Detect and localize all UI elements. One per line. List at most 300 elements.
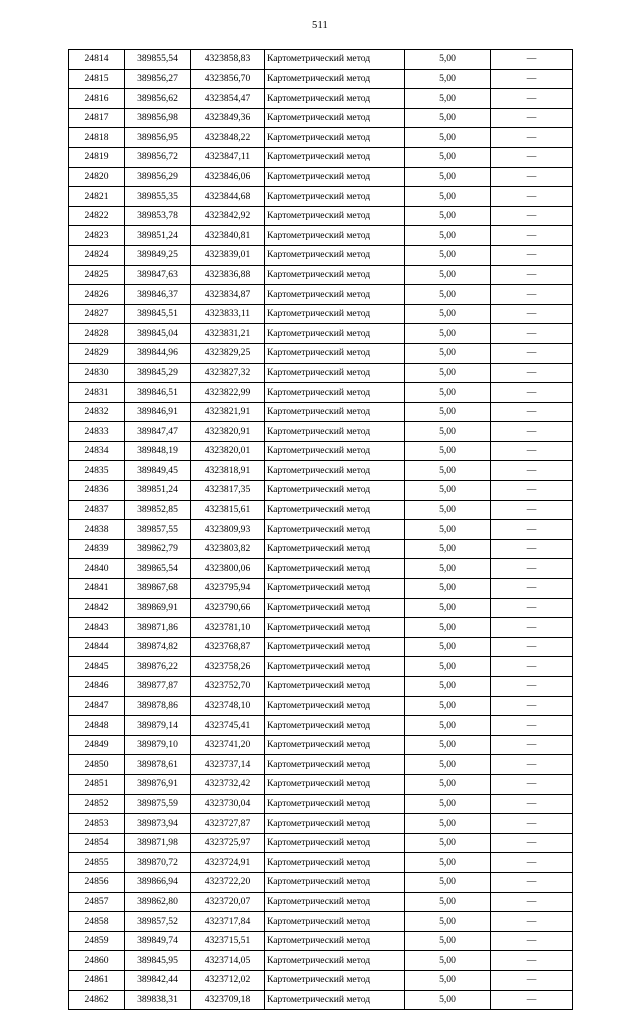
determination-method: Картометрический метод <box>265 383 405 403</box>
determination-method: Картометрический метод <box>265 990 405 1010</box>
coordinate-x: 389856,72 <box>125 147 191 167</box>
coordinate-x: 389856,29 <box>125 167 191 187</box>
coordinate-y: 4323768,87 <box>191 637 265 657</box>
point-number: 24854 <box>69 833 125 853</box>
coordinate-x: 389845,51 <box>125 304 191 324</box>
coordinate-y: 4323748,10 <box>191 696 265 716</box>
determination-method: Картометрический метод <box>265 814 405 834</box>
coordinate-y: 4323717,84 <box>191 912 265 932</box>
point-number: 24835 <box>69 461 125 481</box>
determination-method: Картометрический метод <box>265 108 405 128</box>
coordinate-x: 389846,51 <box>125 383 191 403</box>
note-value: — <box>491 265 573 285</box>
point-number: 24853 <box>69 814 125 834</box>
determination-method: Картометрический метод <box>265 696 405 716</box>
table-row <box>69 265 573 285</box>
point-number: 24818 <box>69 128 125 148</box>
determination-method: Картометрический метод <box>265 970 405 990</box>
accuracy-value: 5,00 <box>405 618 491 638</box>
determination-method: Картометрический метод <box>265 677 405 697</box>
point-number: 24843 <box>69 618 125 638</box>
accuracy-value: 5,00 <box>405 500 491 520</box>
coordinate-x: 389847,47 <box>125 422 191 442</box>
accuracy-value: 5,00 <box>405 167 491 187</box>
coordinate-y: 4323752,70 <box>191 677 265 697</box>
coordinate-x: 389871,98 <box>125 833 191 853</box>
table-row <box>69 814 573 834</box>
determination-method: Картометрический метод <box>265 774 405 794</box>
determination-method: Картометрический метод <box>265 461 405 481</box>
point-number: 24828 <box>69 324 125 344</box>
table-row <box>69 304 573 324</box>
coordinate-x: 389862,80 <box>125 892 191 912</box>
coordinate-y: 4323834,87 <box>191 285 265 305</box>
determination-method: Картометрический метод <box>265 912 405 932</box>
coordinate-y: 4323849,36 <box>191 108 265 128</box>
table-row <box>69 245 573 265</box>
coordinate-x: 389856,98 <box>125 108 191 128</box>
determination-method: Картометрический метод <box>265 755 405 775</box>
note-value: — <box>491 226 573 246</box>
accuracy-value: 5,00 <box>405 912 491 932</box>
note-value: — <box>491 677 573 697</box>
accuracy-value: 5,00 <box>405 461 491 481</box>
point-number: 24850 <box>69 755 125 775</box>
point-number: 24839 <box>69 539 125 559</box>
note-value: — <box>491 304 573 324</box>
coordinate-y: 4323800,06 <box>191 559 265 579</box>
note-value: — <box>491 383 573 403</box>
coordinate-y: 4323803,82 <box>191 539 265 559</box>
coordinate-y: 4323827,32 <box>191 363 265 383</box>
table-row <box>69 108 573 128</box>
coordinate-y: 4323842,92 <box>191 206 265 226</box>
point-number: 24823 <box>69 226 125 246</box>
coordinate-x: 389875,59 <box>125 794 191 814</box>
point-number: 24817 <box>69 108 125 128</box>
note-value: — <box>491 285 573 305</box>
coordinate-x: 389855,54 <box>125 50 191 70</box>
accuracy-value: 5,00 <box>405 422 491 442</box>
determination-method: Картометрический метод <box>265 128 405 148</box>
note-value: — <box>491 441 573 461</box>
note-value: — <box>491 206 573 226</box>
note-value: — <box>491 637 573 657</box>
accuracy-value: 5,00 <box>405 990 491 1010</box>
accuracy-value: 5,00 <box>405 265 491 285</box>
coordinate-x: 389855,35 <box>125 187 191 207</box>
note-value: — <box>491 559 573 579</box>
table-row <box>69 735 573 755</box>
point-number: 24856 <box>69 872 125 892</box>
coordinate-x: 389873,94 <box>125 814 191 834</box>
point-number: 24836 <box>69 481 125 501</box>
coordinate-y: 4323715,51 <box>191 931 265 951</box>
point-number: 24838 <box>69 520 125 540</box>
determination-method: Картометрический метод <box>265 89 405 109</box>
note-value: — <box>491 461 573 481</box>
coordinate-y: 4323737,14 <box>191 755 265 775</box>
coordinate-x: 389876,91 <box>125 774 191 794</box>
determination-method: Картометрический метод <box>265 402 405 422</box>
note-value: — <box>491 343 573 363</box>
determination-method: Картометрический метод <box>265 187 405 207</box>
table-row <box>69 539 573 559</box>
point-number: 24852 <box>69 794 125 814</box>
coordinate-y: 4323712,02 <box>191 970 265 990</box>
note-value: — <box>491 872 573 892</box>
coordinate-y: 4323846,06 <box>191 167 265 187</box>
determination-method: Картометрический метод <box>265 50 405 70</box>
point-number: 24832 <box>69 402 125 422</box>
table-row <box>69 226 573 246</box>
point-number: 24845 <box>69 657 125 677</box>
table-row <box>69 285 573 305</box>
determination-method: Картометрический метод <box>265 206 405 226</box>
note-value: — <box>491 422 573 442</box>
coordinate-y: 4323854,47 <box>191 89 265 109</box>
point-number: 24842 <box>69 598 125 618</box>
coordinate-x: 389848,19 <box>125 441 191 461</box>
determination-method: Картометрический метод <box>265 794 405 814</box>
determination-method: Картометрический метод <box>265 520 405 540</box>
determination-method: Картометрический метод <box>265 657 405 677</box>
point-number: 24855 <box>69 853 125 873</box>
determination-method: Картометрический метод <box>265 872 405 892</box>
point-number: 24825 <box>69 265 125 285</box>
accuracy-value: 5,00 <box>405 481 491 501</box>
coordinate-y: 4323815,61 <box>191 500 265 520</box>
page-number: 511 <box>312 20 328 31</box>
coordinate-x: 389869,91 <box>125 598 191 618</box>
coordinate-y: 4323844,68 <box>191 187 265 207</box>
note-value: — <box>491 951 573 971</box>
point-number: 24861 <box>69 970 125 990</box>
accuracy-value: 5,00 <box>405 794 491 814</box>
coordinate-x: 389851,24 <box>125 226 191 246</box>
determination-method: Картометрический метод <box>265 833 405 853</box>
accuracy-value: 5,00 <box>405 69 491 89</box>
note-value: — <box>491 245 573 265</box>
accuracy-value: 5,00 <box>405 637 491 657</box>
note-value: — <box>491 579 573 599</box>
table-row <box>69 128 573 148</box>
table-row <box>69 500 573 520</box>
determination-method: Картометрический метод <box>265 559 405 579</box>
accuracy-value: 5,00 <box>405 363 491 383</box>
coordinate-x: 389878,86 <box>125 696 191 716</box>
note-value: — <box>491 50 573 70</box>
note-value: — <box>491 912 573 932</box>
note-value: — <box>491 324 573 344</box>
accuracy-value: 5,00 <box>405 441 491 461</box>
note-value: — <box>491 853 573 873</box>
coordinate-y: 4323730,04 <box>191 794 265 814</box>
coordinate-x: 389846,91 <box>125 402 191 422</box>
note-value: — <box>491 755 573 775</box>
coordinate-y: 4323833,11 <box>191 304 265 324</box>
coordinate-x: 389878,61 <box>125 755 191 775</box>
accuracy-value: 5,00 <box>405 970 491 990</box>
coordinate-x: 389847,63 <box>125 265 191 285</box>
coordinate-y: 4323809,93 <box>191 520 265 540</box>
table-row <box>69 637 573 657</box>
coordinate-x: 389856,27 <box>125 69 191 89</box>
coordinate-x: 389874,82 <box>125 637 191 657</box>
point-number: 24851 <box>69 774 125 794</box>
coordinate-x: 389845,29 <box>125 363 191 383</box>
point-number: 24857 <box>69 892 125 912</box>
point-number: 24833 <box>69 422 125 442</box>
accuracy-value: 5,00 <box>405 814 491 834</box>
table-row <box>69 755 573 775</box>
table-row <box>69 402 573 422</box>
note-value: — <box>491 814 573 834</box>
determination-method: Картометрический метод <box>265 265 405 285</box>
determination-method: Картометрический метод <box>265 735 405 755</box>
coordinate-x: 389851,24 <box>125 481 191 501</box>
accuracy-value: 5,00 <box>405 324 491 344</box>
table-row <box>69 69 573 89</box>
coordinate-x: 389870,72 <box>125 853 191 873</box>
point-number: 24829 <box>69 343 125 363</box>
coordinate-y: 4323709,18 <box>191 990 265 1010</box>
accuracy-value: 5,00 <box>405 579 491 599</box>
coordinate-x: 389877,87 <box>125 677 191 697</box>
table-row <box>69 657 573 677</box>
table-row <box>69 50 573 70</box>
note-value: — <box>491 931 573 951</box>
point-number: 24824 <box>69 245 125 265</box>
table-row <box>69 598 573 618</box>
point-number: 24815 <box>69 69 125 89</box>
accuracy-value: 5,00 <box>405 285 491 305</box>
point-number: 24840 <box>69 559 125 579</box>
determination-method: Картометрический метод <box>265 716 405 736</box>
coordinate-x: 389857,55 <box>125 520 191 540</box>
note-value: — <box>491 774 573 794</box>
table-row <box>69 422 573 442</box>
accuracy-value: 5,00 <box>405 226 491 246</box>
determination-method: Картометрический метод <box>265 226 405 246</box>
coordinate-x: 389838,31 <box>125 990 191 1010</box>
accuracy-value: 5,00 <box>405 539 491 559</box>
accuracy-value: 5,00 <box>405 89 491 109</box>
coordinate-x: 389856,62 <box>125 89 191 109</box>
table-container <box>0 49 640 1010</box>
table-row <box>69 677 573 697</box>
determination-method: Картометрический метод <box>265 304 405 324</box>
coordinate-y: 4323822,99 <box>191 383 265 403</box>
point-number: 24860 <box>69 951 125 971</box>
note-value: — <box>491 187 573 207</box>
point-number: 24862 <box>69 990 125 1010</box>
note-value: — <box>491 598 573 618</box>
determination-method: Картометрический метод <box>265 324 405 344</box>
coordinate-x: 389867,68 <box>125 579 191 599</box>
point-number: 24822 <box>69 206 125 226</box>
accuracy-value: 5,00 <box>405 383 491 403</box>
table-row <box>69 167 573 187</box>
table-row <box>69 147 573 167</box>
table-row <box>69 774 573 794</box>
point-number: 24841 <box>69 579 125 599</box>
table-row <box>69 990 573 1010</box>
point-number: 24858 <box>69 912 125 932</box>
determination-method: Картометрический метод <box>265 618 405 638</box>
determination-method: Картометрический метод <box>265 363 405 383</box>
note-value: — <box>491 657 573 677</box>
note-value: — <box>491 128 573 148</box>
note-value: — <box>491 735 573 755</box>
point-number: 24816 <box>69 89 125 109</box>
table-row <box>69 206 573 226</box>
coordinate-x: 389844,96 <box>125 343 191 363</box>
determination-method: Картометрический метод <box>265 167 405 187</box>
accuracy-value: 5,00 <box>405 853 491 873</box>
determination-method: Картометрический метод <box>265 441 405 461</box>
coordinate-x: 389871,86 <box>125 618 191 638</box>
coordinate-x: 389856,95 <box>125 128 191 148</box>
table-row <box>69 441 573 461</box>
coordinate-x: 389852,85 <box>125 500 191 520</box>
point-number: 24827 <box>69 304 125 324</box>
coordinate-x: 389866,94 <box>125 872 191 892</box>
table-row <box>69 853 573 873</box>
coordinate-y: 4323725,97 <box>191 833 265 853</box>
coordinate-y: 4323727,87 <box>191 814 265 834</box>
coordinate-x: 389865,54 <box>125 559 191 579</box>
coordinate-x: 389845,04 <box>125 324 191 344</box>
determination-method: Картометрический метод <box>265 539 405 559</box>
note-value: — <box>491 167 573 187</box>
determination-method: Картометрический метод <box>265 285 405 305</box>
coordinate-x: 389849,45 <box>125 461 191 481</box>
table-row <box>69 383 573 403</box>
coordinate-y: 4323758,26 <box>191 657 265 677</box>
table-body <box>69 50 573 1010</box>
determination-method: Картометрический метод <box>265 343 405 363</box>
accuracy-value: 5,00 <box>405 598 491 618</box>
determination-method: Картометрический метод <box>265 500 405 520</box>
table-row <box>69 343 573 363</box>
note-value: — <box>491 696 573 716</box>
accuracy-value: 5,00 <box>405 520 491 540</box>
point-number: 24844 <box>69 637 125 657</box>
accuracy-value: 5,00 <box>405 402 491 422</box>
note-value: — <box>491 89 573 109</box>
note-value: — <box>491 520 573 540</box>
coordinate-x: 389846,37 <box>125 285 191 305</box>
point-number: 24834 <box>69 441 125 461</box>
table-row <box>69 89 573 109</box>
point-number: 24814 <box>69 50 125 70</box>
accuracy-value: 5,00 <box>405 696 491 716</box>
point-number: 24830 <box>69 363 125 383</box>
determination-method: Картометрический метод <box>265 147 405 167</box>
table-row <box>69 872 573 892</box>
point-number: 24831 <box>69 383 125 403</box>
table-row <box>69 559 573 579</box>
accuracy-value: 5,00 <box>405 343 491 363</box>
accuracy-value: 5,00 <box>405 735 491 755</box>
point-number: 24846 <box>69 677 125 697</box>
accuracy-value: 5,00 <box>405 187 491 207</box>
coordinate-y: 4323840,81 <box>191 226 265 246</box>
point-number: 24859 <box>69 931 125 951</box>
coordinate-y: 4323858,83 <box>191 50 265 70</box>
table-row <box>69 716 573 736</box>
note-value: — <box>491 833 573 853</box>
point-number: 24849 <box>69 735 125 755</box>
note-value: — <box>491 716 573 736</box>
table-row <box>69 794 573 814</box>
coordinate-y: 4323821,91 <box>191 402 265 422</box>
note-value: — <box>491 970 573 990</box>
determination-method: Картометрический метод <box>265 245 405 265</box>
determination-method: Картометрический метод <box>265 951 405 971</box>
coordinate-y: 4323847,11 <box>191 147 265 167</box>
determination-method: Картометрический метод <box>265 892 405 912</box>
coordinate-x: 389849,25 <box>125 245 191 265</box>
coordinate-x: 389879,10 <box>125 735 191 755</box>
coordinate-y: 4323829,25 <box>191 343 265 363</box>
coordinate-y: 4323722,20 <box>191 872 265 892</box>
determination-method: Картометрический метод <box>265 637 405 657</box>
point-number: 24820 <box>69 167 125 187</box>
accuracy-value: 5,00 <box>405 50 491 70</box>
table-row <box>69 970 573 990</box>
coordinate-x: 389862,79 <box>125 539 191 559</box>
coordinate-y: 4323795,94 <box>191 579 265 599</box>
coordinate-y: 4323817,35 <box>191 481 265 501</box>
accuracy-value: 5,00 <box>405 951 491 971</box>
table-row <box>69 833 573 853</box>
coordinate-y: 4323724,91 <box>191 853 265 873</box>
coordinate-y: 4323714,05 <box>191 951 265 971</box>
determination-method: Картометрический метод <box>265 598 405 618</box>
table-row <box>69 461 573 481</box>
note-value: — <box>491 892 573 912</box>
table-row <box>69 912 573 932</box>
note-value: — <box>491 500 573 520</box>
point-number: 24826 <box>69 285 125 305</box>
coordinate-x: 389845,95 <box>125 951 191 971</box>
table-row <box>69 579 573 599</box>
coordinate-y: 4323732,42 <box>191 774 265 794</box>
coordinate-y: 4323741,20 <box>191 735 265 755</box>
coordinate-y: 4323745,41 <box>191 716 265 736</box>
table-row <box>69 187 573 207</box>
accuracy-value: 5,00 <box>405 304 491 324</box>
point-number: 24847 <box>69 696 125 716</box>
accuracy-value: 5,00 <box>405 245 491 265</box>
determination-method: Картометрический метод <box>265 853 405 873</box>
accuracy-value: 5,00 <box>405 872 491 892</box>
point-number: 24821 <box>69 187 125 207</box>
accuracy-value: 5,00 <box>405 755 491 775</box>
coordinate-y: 4323831,21 <box>191 324 265 344</box>
point-number: 24819 <box>69 147 125 167</box>
accuracy-value: 5,00 <box>405 206 491 226</box>
coordinate-x: 389857,52 <box>125 912 191 932</box>
accuracy-value: 5,00 <box>405 677 491 697</box>
note-value: — <box>491 363 573 383</box>
point-number: 24848 <box>69 716 125 736</box>
coordinate-y: 4323839,01 <box>191 245 265 265</box>
note-value: — <box>491 108 573 128</box>
table-row <box>69 931 573 951</box>
